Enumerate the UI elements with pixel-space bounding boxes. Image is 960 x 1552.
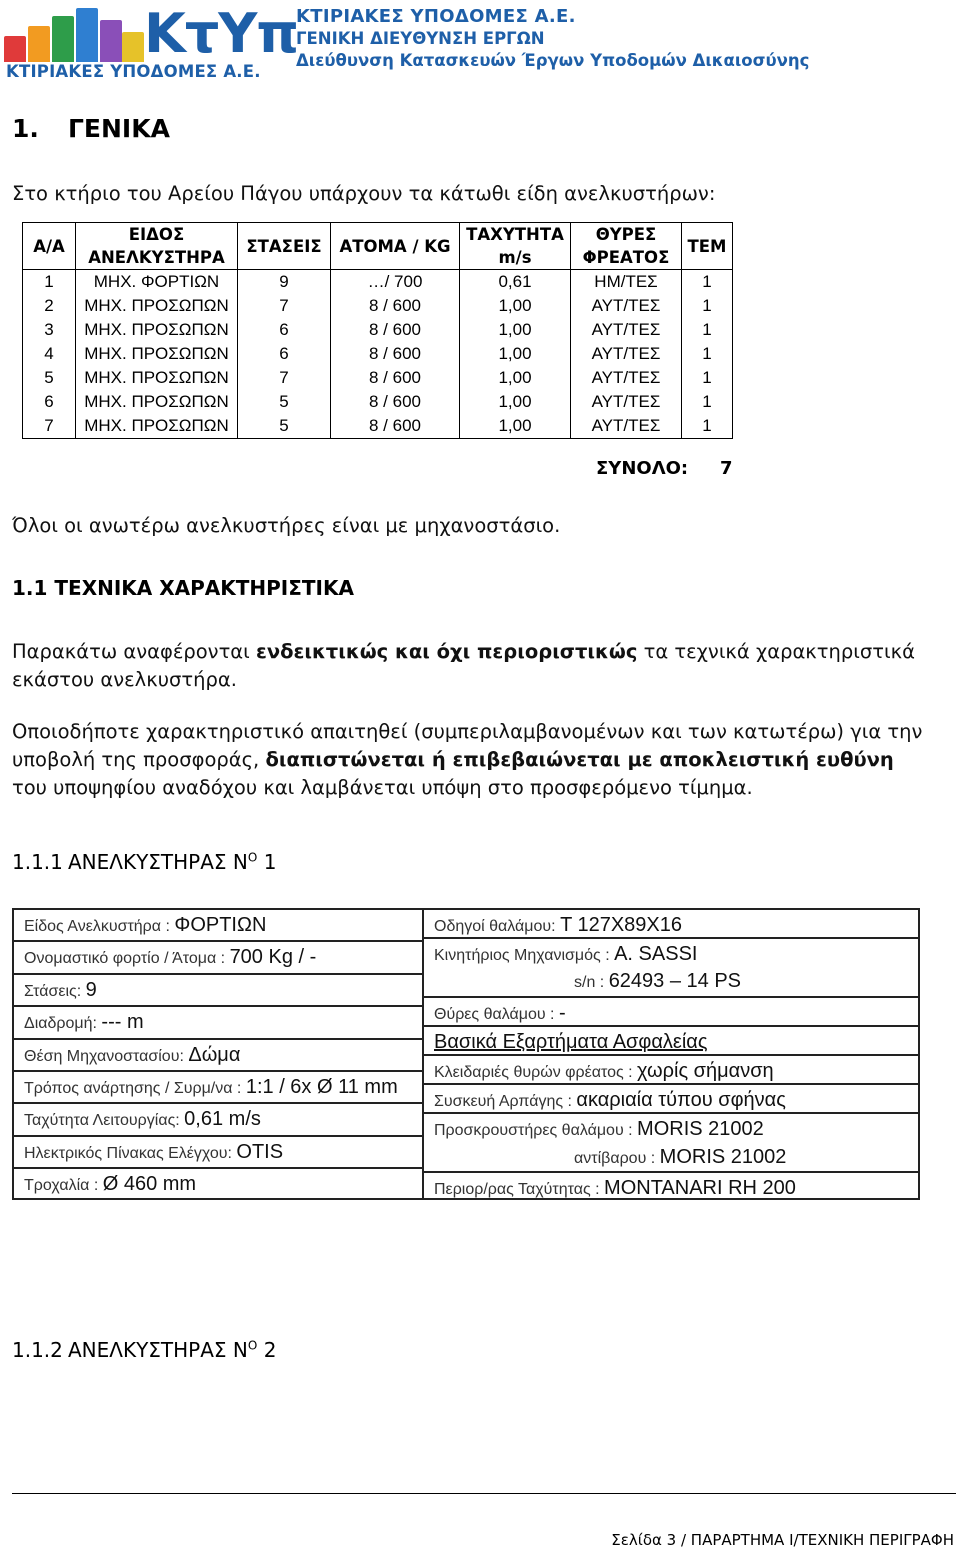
table-row [23, 294, 733, 318]
table-cell-doors: ΑΥΤ/ΤΕΣ [571, 294, 682, 318]
table-cell-speed: 1,00 [460, 342, 571, 366]
table-cell-stops: 7 [238, 366, 331, 390]
spec-label: Ονομαστικό φορτίο / Άτομα : [24, 950, 230, 968]
spec-label: Περιορ/ρας Ταχύτητας : [434, 1180, 605, 1198]
spec-value: Ø 460 mm [102, 1173, 197, 1196]
spec-value: 1:1 / 6x Ø 11 mm [245, 1075, 398, 1098]
emphasis-text: ενδεικτικώς και όχι περιοριστικώς [255, 640, 638, 663]
table-cell-qty: 1 [682, 414, 733, 439]
spec-row [424, 1025, 920, 1054]
table-cell-speed: 1,00 [460, 318, 571, 342]
responsibility-paragraph: Οποιοδήποτε χαρακτηριστικό απαιτηθεί (συμπεριλαμβανομένων και των κατωτέρω) για την υποβολή της προσφοράς, διαπιστώνεται ή επιβεβαιώνεται με αποκλειστική ευθύνη του υποψηφίου αναδόχου και λαμβάνεται υπόψη στο προσφερόμενο τίμημα. [12, 720, 923, 799]
spec-row [424, 1171, 920, 1200]
spec-label: Κινητήριος Μηχανισμός : [434, 947, 615, 965]
table-cell-aa: 1 [23, 270, 76, 295]
organization-header [296, 6, 809, 72]
spec-value: χωρίς σήμανση [637, 1059, 774, 1082]
spec-label: Στάσεις: [24, 982, 86, 1000]
table-cell-type: ΜΗΧ. ΠΡΟΣΩΠΩΝ [76, 390, 238, 414]
spec-value: 700 Kg / - [229, 946, 317, 969]
table-cell-stops: 6 [238, 318, 331, 342]
spec-row [424, 996, 920, 1025]
spec-value: ακαριαία τύπου σφήνας [576, 1089, 786, 1112]
table-cell-type: ΜΗΧ. ΠΡΟΣΩΠΩΝ [76, 414, 238, 439]
table-cell-qty: 1 [682, 342, 733, 366]
table-cell-stops: 5 [238, 414, 331, 439]
table-cell-qty: 1 [682, 390, 733, 414]
spec-row [12, 1102, 424, 1134]
page-footer: Σελίδα 3 / ΠΑΡΑΡΤΗΜΑ Ι/ΤΕΧΝΙΚΗ ΠΕΡΙΓΡΑΦΗ [611, 1531, 954, 1549]
spec-value: MORIS 21002 [637, 1118, 764, 1141]
table-cell-qty: 1 [682, 318, 733, 342]
table-cell-qty: 1 [682, 270, 733, 295]
spec-row [12, 1070, 424, 1102]
table-cell-aa: 5 [23, 366, 76, 390]
table-cell-persons: 8 / 600 [331, 366, 460, 390]
table-cell-doors: ΑΥΤ/ΤΕΣ [571, 414, 682, 439]
spec-right-column [424, 908, 920, 1200]
logo-subtitle: ΚΤΙΡΙΑΚΕΣ ΥΠΟΔΟΜΕΣ Α.Ε. [6, 62, 261, 81]
spec-value: ΦΟΡΤΙΩΝ [174, 914, 267, 936]
table-cell-speed: 0,61 [460, 270, 571, 295]
spec-value: 62493 – 14 PS [608, 970, 742, 993]
section-title: ΓΕΝΙΚΑ [68, 114, 170, 143]
elevator-2-heading: 1.1.2 ΑΝΕΛΚΥΣΤΗΡΑΣ $N^O$ 2 [12, 1338, 277, 1362]
table-cell-doors: ΑΥΤ/ΤΕΣ [571, 390, 682, 414]
org-name: ΚΤΙΡΙΑΚΕΣ ΥΠΟΔΟΜΕΣ Α.Ε. [296, 6, 576, 27]
spec-row [424, 937, 920, 966]
table-cell-aa: 4 [23, 342, 76, 366]
table-cell-type: ΜΗΧ. ΠΡΟΣΩΠΩΝ [76, 366, 238, 390]
spec-value: T 127X89X16 [560, 914, 683, 936]
spec-value: A. SASSI [614, 943, 698, 966]
company-logo [4, 2, 299, 82]
table-cell-persons: 8 / 600 [331, 414, 460, 439]
table-cell-speed: 1,00 [460, 294, 571, 318]
table-cell-type: ΜΗΧ. ΠΡΟΣΩΠΩΝ [76, 318, 238, 342]
subsection-heading: 1.1 ΤΕΧΝΙΚΑ ΧΑΡΑΚΤΗΡΙΣΤΙΚΑ [12, 576, 354, 600]
table-row [23, 390, 733, 414]
spec-value: OTIS [236, 1140, 284, 1163]
table-cell-aa: 6 [23, 390, 76, 414]
spec-row [424, 1083, 920, 1112]
spec-label: Συσκευή Αρπάγης : [434, 1093, 577, 1111]
table-cell-stops: 9 [238, 270, 331, 295]
spec-row [12, 940, 424, 972]
spec-label: Ηλεκτρικός Πίνακας Ελέγχου: [24, 1144, 237, 1162]
spec-value: Δώμα [188, 1043, 241, 1066]
table-row [23, 270, 733, 295]
elevator-1-heading: 1.1.1 ΑΝΕΛΚΥΣΤΗΡΑΣ $N^O$ 1 [12, 850, 277, 874]
spec-row [424, 1112, 920, 1141]
table-cell-speed: 1,00 [460, 366, 571, 390]
total-label: ΣΥΝΟΛΟ: [596, 458, 689, 479]
table-cell-type: ΜΗΧ. ΠΡΟΣΩΠΩΝ [76, 294, 238, 318]
spec-row [424, 966, 920, 995]
spec-row [424, 1142, 920, 1171]
col-header-stops: ΣΤΑΣΕΙΣ [238, 223, 331, 270]
spec-label: Θύρες θαλάμου : [434, 1005, 559, 1023]
spec-value: --- m [101, 1011, 144, 1034]
col-header-doors: ΘΥΡΕΣ ΦΡΕΑΤΟΣ [571, 223, 682, 270]
col-header-speed: ΤΑΧΥΤΗΤΑ m/s [460, 223, 571, 270]
table-cell-stops: 5 [238, 390, 331, 414]
spec-value: 9 [85, 978, 97, 1001]
table-header-row [23, 223, 733, 270]
table-cell-qty: 1 [682, 294, 733, 318]
table-row [23, 366, 733, 390]
table-cell-persons: 8 / 600 [331, 318, 460, 342]
table-cell-doors: ΑΥΤ/ΤΕΣ [571, 318, 682, 342]
section-heading [12, 114, 170, 143]
spec-row [12, 908, 424, 940]
spec-section-heading: Βασικά Εξαρτήματα Ασφαλείας [434, 1030, 708, 1053]
spec-label: s/n : [574, 974, 609, 992]
table-cell-persons: 8 / 600 [331, 390, 460, 414]
spec-label: Διαδρομή: [24, 1015, 102, 1033]
org-division: Διεύθυνση Κατασκευών Έργων Υποδομών Δικαιοσύνης [296, 51, 810, 70]
table-row [23, 414, 733, 439]
table-cell-persons: 8 / 600 [331, 294, 460, 318]
table-cell-speed: 1,00 [460, 414, 571, 439]
spec-row [12, 1135, 424, 1167]
intro-paragraph: Στο κτήριο του Αρείου Πάγου υπάρχουν τα κάτωθι είδη ανελκυστήρων: [12, 182, 716, 205]
elevators-table [22, 222, 733, 439]
technical-intro-paragraph: Παρακάτω αναφέρονται ενδεικτικώς και όχι περιοριστικώς τα τεχνικά χαρακτηριστικά εκάστου ανελκυστήρα. [12, 640, 915, 691]
spec-value: - [558, 1001, 566, 1024]
col-header-type: ΕΙΔΟΣ ΑΝΕΛΚΥΣΤΗΡΑ [76, 223, 238, 270]
total-value: 7 [720, 458, 733, 479]
logo-wordmark: ΚτΥπ [144, 2, 299, 65]
emphasis-text: διαπιστώνεται ή επιβεβαιώνεται με αποκλειστική ευθύνη [265, 748, 894, 771]
spec-label: Οδηγοί θαλάμου: [434, 918, 561, 935]
spec-label: Ταχύτητα Λειτουργίας: [24, 1112, 185, 1130]
table-cell-qty: 1 [682, 366, 733, 390]
table-cell-aa: 2 [23, 294, 76, 318]
table-cell-stops: 7 [238, 294, 331, 318]
table-cell-persons: 8 / 600 [331, 342, 460, 366]
spec-left-column [12, 908, 424, 1200]
table-cell-aa: 7 [23, 414, 76, 439]
spec-value: 0,61 m/s [184, 1108, 261, 1131]
col-header-aa: Α/Α [23, 223, 76, 270]
table-cell-doors: ΑΥΤ/ΤΕΣ [571, 342, 682, 366]
spec-value: MONTANARI RH 200 [604, 1176, 796, 1199]
spec-label: Θέση Μηχανοστασίου: [24, 1047, 189, 1065]
machine-room-note: Όλοι οι ανωτέρω ανελκυστήρες είναι με μηχανοστάσιο. [12, 514, 561, 537]
spec-label: Προσκρουστήρες θαλάμου : [434, 1122, 638, 1140]
table-cell-doors: ΑΥΤ/ΤΕΣ [571, 366, 682, 390]
table-cell-type: ΜΗΧ. ΦΟΡΤΙΩΝ [76, 270, 238, 295]
table-cell-stops: 6 [238, 342, 331, 366]
table-cell-type: ΜΗΧ. ΠΡΟΣΩΠΩΝ [76, 342, 238, 366]
spec-label: Τρόπος ανάρτησης / Συρμ/να : [24, 1079, 246, 1097]
spec-row [12, 973, 424, 1005]
logo-bars-graphic [4, 6, 144, 62]
spec-label: Είδος Ανελκυστήρα : [24, 918, 175, 935]
spec-row [12, 1005, 424, 1037]
table-cell-doors: ΗΜ/ΤΕΣ [571, 270, 682, 295]
spec-label: αντίβαρου : [574, 1149, 660, 1167]
table-row [23, 318, 733, 342]
spec-row [424, 1054, 920, 1083]
elevator-1-spec-sheet [12, 908, 920, 1208]
spec-value: MORIS 21002 [659, 1145, 787, 1168]
spec-row [424, 908, 920, 937]
spec-label: Κλειδαριές θυρών φρέατος : [434, 1063, 638, 1081]
org-directorate: ΓΕΝΙΚΗ ΔΙΕΥΘΥΝΣΗ ΕΡΓΩΝ [296, 29, 545, 48]
table-row [23, 342, 733, 366]
table-cell-speed: 1,00 [460, 390, 571, 414]
spec-row [12, 1038, 424, 1070]
col-header-qty: ΤΕΜ [682, 223, 733, 270]
footer-divider [12, 1493, 956, 1494]
spec-row [12, 1167, 424, 1199]
section-number: 1. [12, 114, 39, 143]
col-header-persons: ΑΤΟΜΑ / KG [331, 223, 460, 270]
table-cell-persons: …/ 700 [331, 270, 460, 295]
spec-label: Τροχαλία : [24, 1177, 103, 1195]
table-cell-aa: 3 [23, 318, 76, 342]
